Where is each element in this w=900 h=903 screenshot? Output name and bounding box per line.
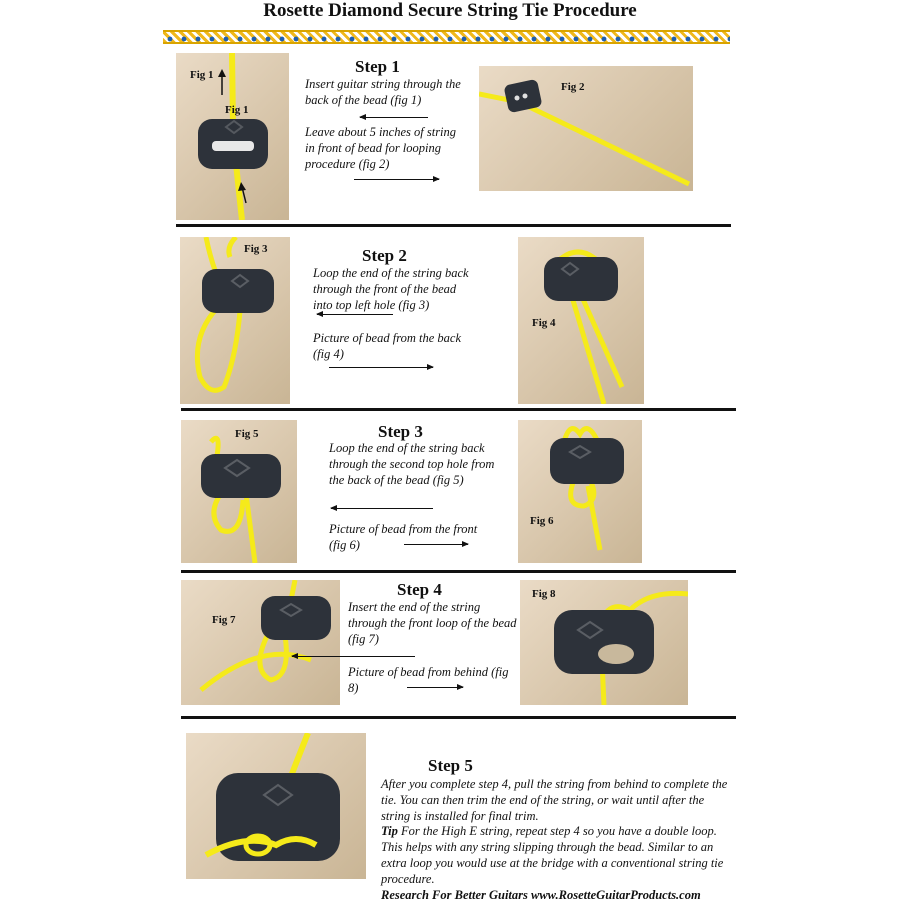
left-arrow-icon bbox=[331, 508, 433, 509]
fig-label: Fig 6 bbox=[530, 515, 554, 527]
fig-label: Fig 3 bbox=[244, 243, 268, 255]
fig-label: Fig 8 bbox=[532, 588, 556, 600]
step-text: Leave about 5 inches of string in front of bead for looping procedure (fig 2) bbox=[305, 125, 457, 171]
tip-body: For the High E string, repeat step 4 so you have a double loop. This helps with any string slipping through the bead. Similar to an extra loop you would use at the bridge with a conventional string tie procedure. bbox=[381, 824, 724, 886]
divider bbox=[181, 716, 736, 719]
step-text: After you complete step 4, pull the string from behind to complete the tie. You can then trim the end of the string, or wait until after the string is installed for final trim. bbox=[381, 777, 728, 823]
step-heading: Step 5 bbox=[428, 756, 473, 775]
fig-label: Fig 7 bbox=[212, 614, 236, 626]
left-arrow-icon bbox=[360, 117, 428, 118]
photo-fig-1 bbox=[176, 53, 289, 220]
step-text: Picture of bead from the back (fig 4) bbox=[313, 331, 461, 361]
step-text: Picture of bead from the front (fig 6) bbox=[329, 522, 478, 552]
photo-fig-3 bbox=[180, 237, 290, 404]
photo-fig-4 bbox=[518, 237, 644, 404]
photo-fig-7 bbox=[181, 580, 340, 705]
right-arrow-icon bbox=[329, 367, 433, 368]
right-arrow-icon bbox=[354, 179, 439, 180]
photo-fig-2 bbox=[479, 66, 693, 191]
left-arrow-icon bbox=[292, 656, 415, 657]
photo-fig-8 bbox=[520, 580, 688, 705]
divider bbox=[181, 408, 736, 411]
fig-label: Fig 5 bbox=[235, 428, 259, 440]
left-arrow-icon bbox=[317, 314, 393, 315]
fig-label: Fig 1 bbox=[190, 69, 214, 81]
tip-label: Tip bbox=[381, 824, 398, 838]
divider bbox=[176, 224, 731, 227]
step-heading: Step 4 bbox=[397, 580, 442, 599]
tip-text bbox=[381, 823, 729, 887]
step-heading: Step 1 bbox=[355, 57, 400, 76]
fig-label: Fig 2 bbox=[561, 81, 585, 93]
step-text: Insert the end of the string through the front loop of the bead (fig 7) bbox=[348, 600, 517, 646]
right-arrow-icon bbox=[404, 544, 468, 545]
step-text: Loop the end of the string back through the second top hole from the back of the bead (fig 5) bbox=[329, 441, 495, 487]
fig-label: Fig 1 bbox=[225, 104, 249, 116]
page-title: Rosette Diamond Secure String Tie Procedure bbox=[263, 0, 637, 21]
step-text: Picture of bead from behind (fig 8) bbox=[348, 665, 509, 695]
fig-label: Fig 4 bbox=[532, 317, 556, 329]
footer-text: Research For Better Guitars www.RosetteGuitarProducts.com bbox=[381, 888, 701, 902]
step-heading: Step 3 bbox=[378, 422, 423, 441]
step-text: Insert guitar string through the back of the bead (fig 1) bbox=[305, 77, 461, 107]
photo-fig-6 bbox=[518, 420, 642, 563]
photo-fig-5 bbox=[181, 420, 297, 563]
decorative-band bbox=[163, 30, 730, 44]
step-heading: Step 2 bbox=[362, 246, 407, 265]
right-arrow-icon bbox=[407, 687, 463, 688]
divider bbox=[181, 570, 736, 573]
photo-fig-step5 bbox=[186, 733, 366, 879]
step-text: Loop the end of the string back through the front of the bead into top left hole (fig 3) bbox=[313, 266, 469, 312]
